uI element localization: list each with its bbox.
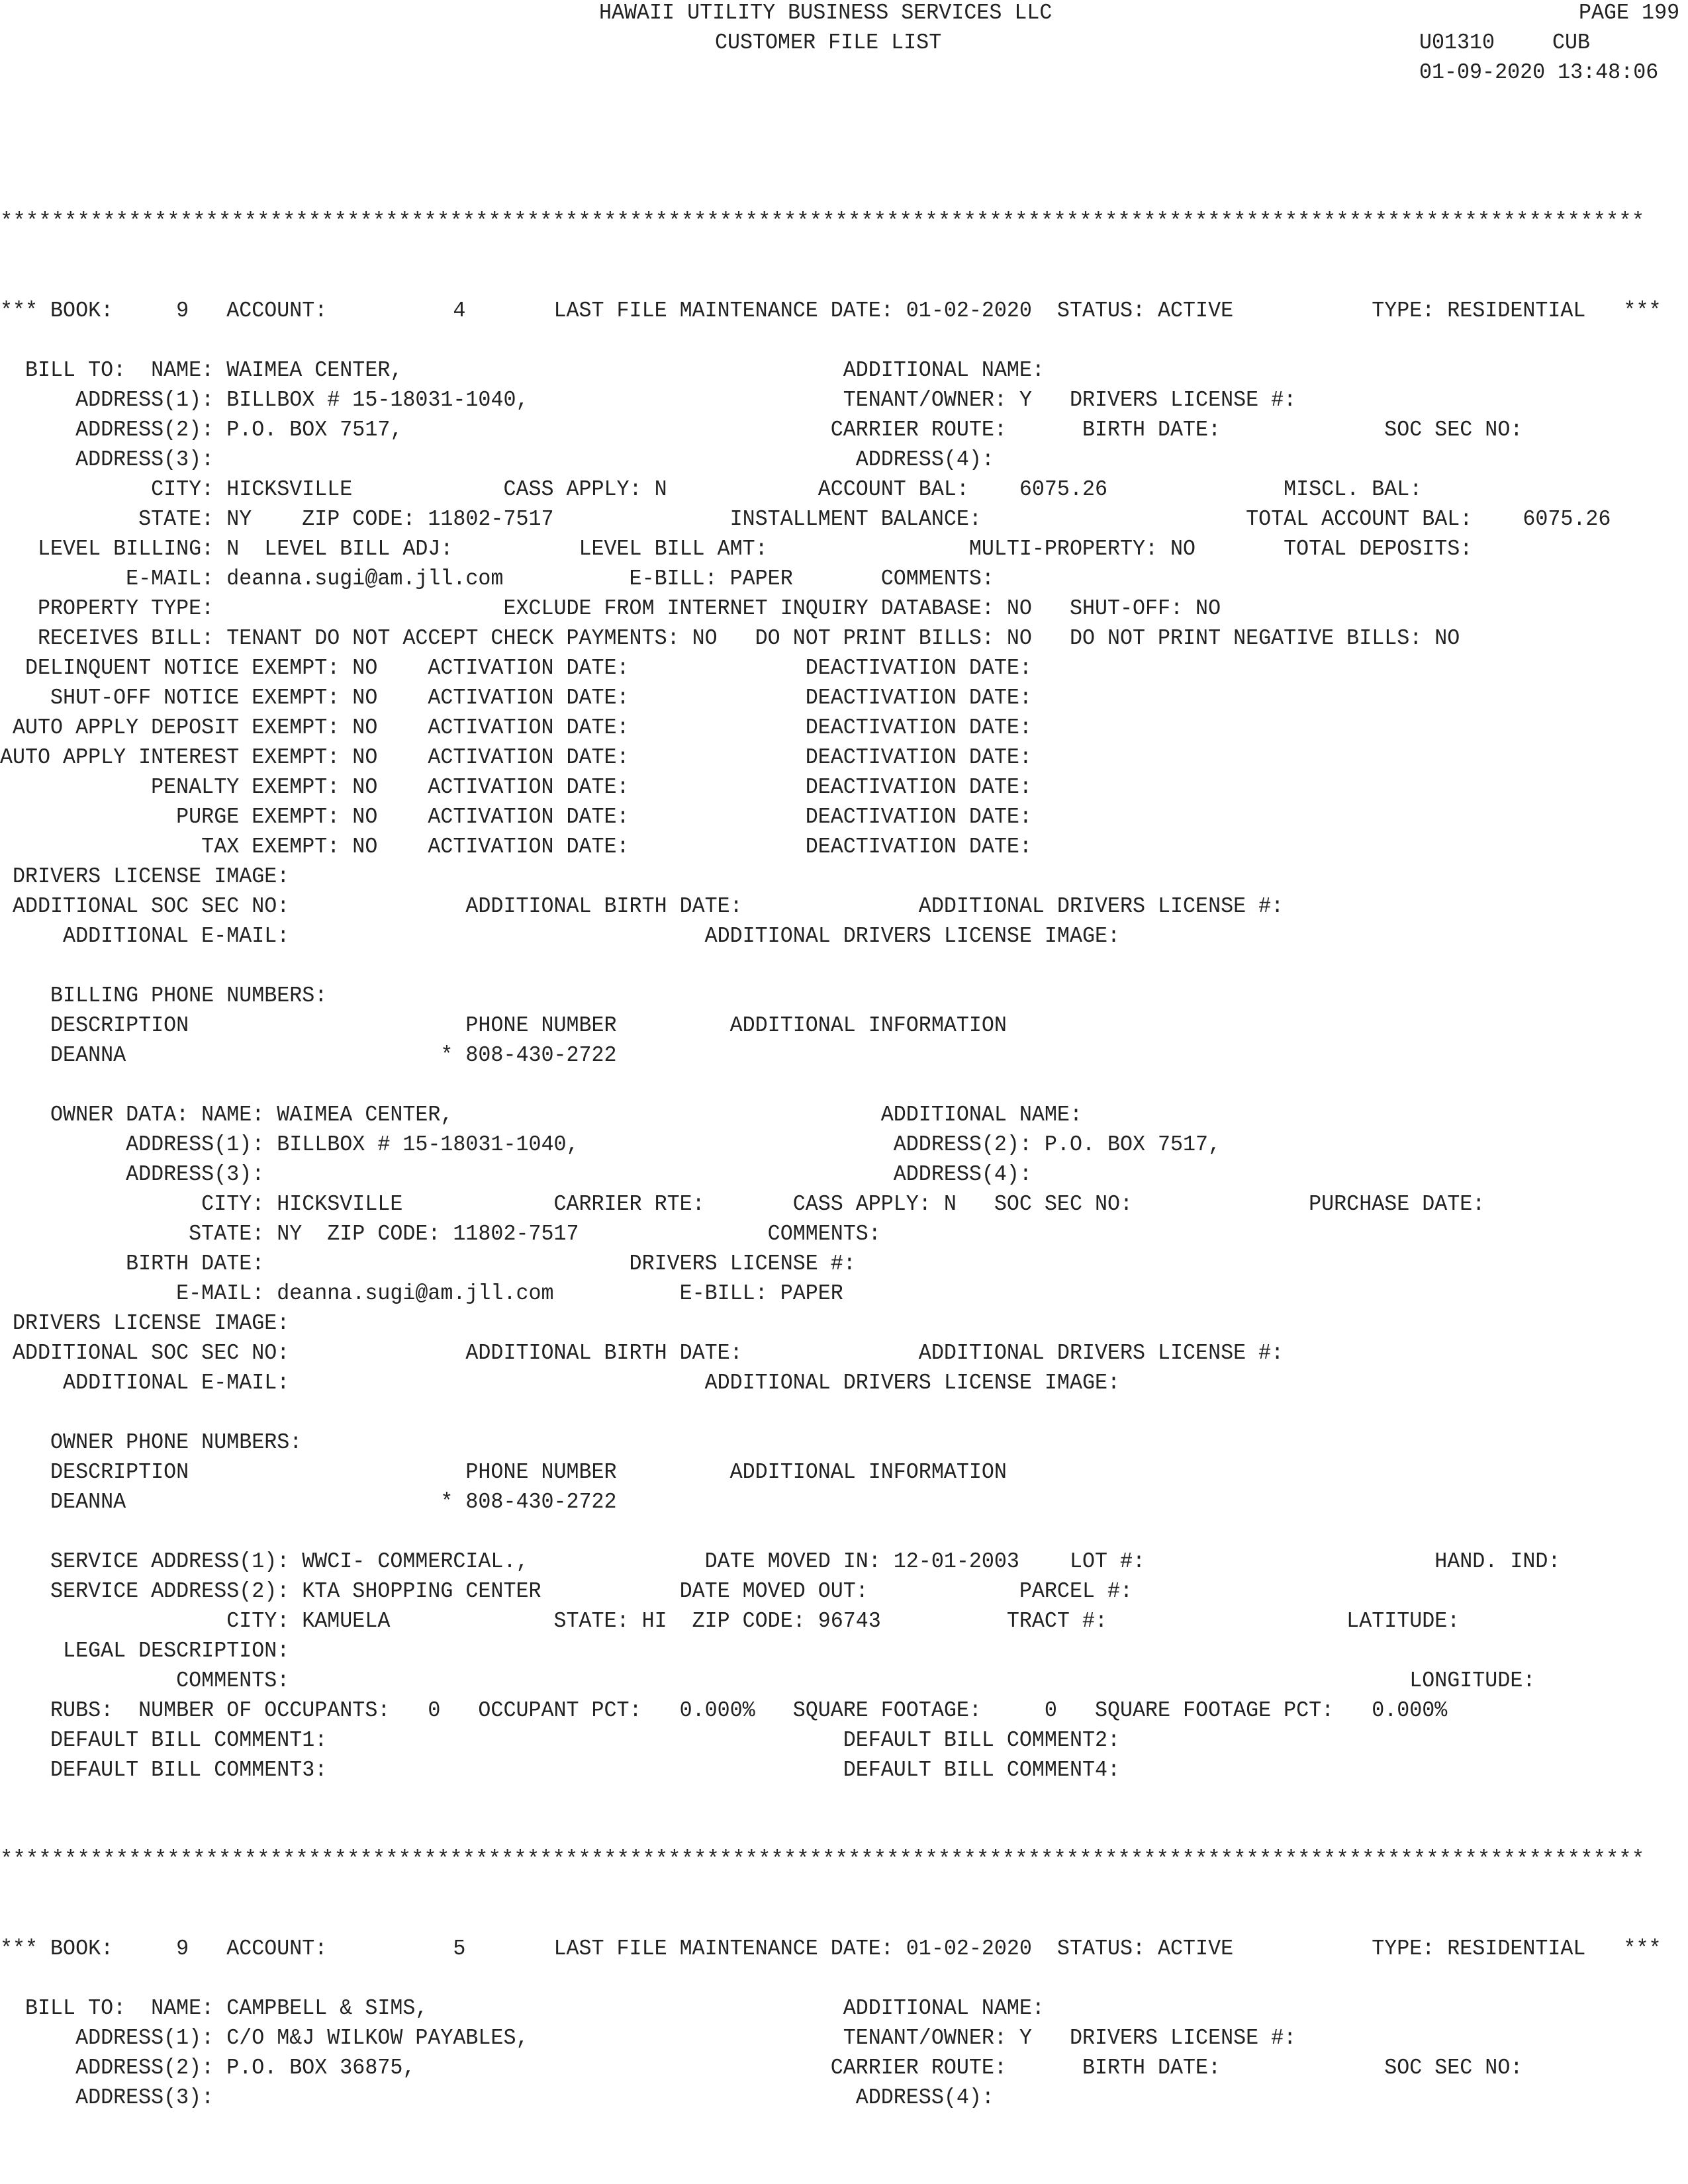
page-number: PAGE 199 <box>1579 1 1680 25</box>
separator-line: ******************************************************************************************************************************** <box>0 209 1645 234</box>
phone-table-header: DESCRIPTION PHONE NUMBER ADDITIONAL INFORMATION <box>0 1013 1007 1038</box>
default-bill-comment-line: DEFAULT BILL COMMENT1: DEFAULT BILL COMMENT2: <box>0 1728 1120 1752</box>
additional-info-line: ADDITIONAL SOC SEC NO: ADDITIONAL BIRTH DATE: ADDITIONAL DRIVERS LICENSE #: <box>0 1341 1284 1365</box>
bill-to-name-line: BILL TO: NAME: WAIMEA CENTER, ADDITIONAL NAME: <box>0 358 1045 383</box>
drivers-license-image-line: DRIVERS LICENSE IMAGE: <box>0 1311 290 1336</box>
receives-bill-line: RECEIVES BILL: TENANT DO NOT ACCEPT CHECK PAYMENTS: NO DO NOT PRINT BILLS: NO DO NOT PRINT NEGATIVE BILLS: NO <box>0 626 1460 651</box>
bill-to-city-line: CITY: HICKSVILLE CASS APPLY: N ACCOUNT BAL: 6075.26 MISCL. BAL: <box>0 477 1423 502</box>
drivers-license-image-line: DRIVERS LICENSE IMAGE: <box>0 864 290 889</box>
owner-state-line: STATE: NY ZIP CODE: 11802-7517 COMMENTS: <box>0 1222 881 1246</box>
separator-line: ******************************************************************************************************************************** <box>0 1847 1645 1872</box>
exempt-line: DELINQUENT NOTICE EXEMPT: NO ACTIVATION DATE: DEACTIVATION DATE: <box>0 656 1032 680</box>
bill-to-address1-line: ADDRESS(1): C/O M&J WILKOW PAYABLES, TENANT/OWNER: Y DRIVERS LICENSE #: <box>0 2026 1297 2050</box>
bill-to-address1-line: ADDRESS(1): BILLBOX # 15-18031-1040, TENANT/OWNER: Y DRIVERS LICENSE #: <box>0 388 1297 412</box>
owner-birth-date-line: BIRTH DATE: DRIVERS LICENSE #: <box>0 1251 856 1276</box>
bill-to-address2-line: ADDRESS(2): P.O. BOX 36875, CARRIER ROUTE: BIRTH DATE: SOC SEC NO: <box>0 2056 1523 2080</box>
billing-phone-heading: BILLING PHONE NUMBERS: <box>0 983 328 1008</box>
exempt-line: AUTO APPLY INTEREST EXEMPT: NO ACTIVATION DATE: DEACTIVATION DATE: <box>0 745 1032 770</box>
bill-to-name-line: BILL TO: NAME: CAMPBELL & SIMS, ADDITIONAL NAME: <box>0 1996 1045 2021</box>
program-code: U01310 <box>1419 30 1495 55</box>
additional-email-line: ADDITIONAL E-MAIL: ADDITIONAL DRIVERS LICENSE IMAGE: <box>0 1371 1120 1395</box>
system-code: CUB <box>1552 30 1591 55</box>
exempt-line: TAX EXEMPT: NO ACTIVATION DATE: DEACTIVATION DATE: <box>0 835 1032 859</box>
account-header-line: *** BOOK: 9 ACCOUNT: 5 LAST FILE MAINTENANCE DATE: 01-02-2020 STATUS: ACTIVE TYPE: RESIDENTIAL *** <box>0 1936 1662 1961</box>
bill-to-address3-line: ADDRESS(3): ADDRESS(4): <box>0 2085 994 2110</box>
owner-address-line: ADDRESS(3): ADDRESS(4): <box>0 1162 1032 1187</box>
owner-address-line: ADDRESS(1): BILLBOX # 15-18031-1040, ADDRESS(2): P.O. BOX 7517, <box>0 1132 1221 1157</box>
owner-email-line: E-MAIL: deanna.sugi@am.jll.com E-BILL: PAPER <box>0 1281 843 1306</box>
bill-to-address3-line: ADDRESS(3): ADDRESS(4): <box>0 447 994 472</box>
additional-info-line: ADDITIONAL SOC SEC NO: ADDITIONAL BIRTH DATE: ADDITIONAL DRIVERS LICENSE #: <box>0 894 1284 919</box>
additional-email-line: ADDITIONAL E-MAIL: ADDITIONAL DRIVERS LICENSE IMAGE: <box>0 924 1120 948</box>
report-title: CUSTOMER FILE LIST <box>715 30 942 55</box>
phone-table-row: DEANNA * 808-430-2722 <box>0 1043 617 1068</box>
service-address1-line: SERVICE ADDRESS(1): WWCI- COMMERCIAL., DATE MOVED IN: 12-01-2003 LOT #: HAND. IND: <box>0 1549 1561 1574</box>
phone-table-header: DESCRIPTION PHONE NUMBER ADDITIONAL INFORMATION <box>0 1460 1007 1484</box>
account-header-line: *** BOOK: 9 ACCOUNT: 4 LAST FILE MAINTENANCE DATE: 01-02-2020 STATUS: ACTIVE TYPE: RESIDENTIAL *** <box>0 298 1662 323</box>
rubs-line: RUBS: NUMBER OF OCCUPANTS: 0 OCCUPANT PCT: 0.000% SQUARE FOOTAGE: 0 SQUARE FOOTAGE PCT: 0.000% <box>0 1698 1448 1723</box>
owner-city-line: CITY: HICKSVILLE CARRIER RTE: CASS APPLY: N SOC SEC NO: PURCHASE DATE: <box>0 1192 1485 1216</box>
default-bill-comment-line: DEFAULT BILL COMMENT3: DEFAULT BILL COMMENT4: <box>0 1758 1120 1782</box>
property-type-line: PROPERTY TYPE: EXCLUDE FROM INTERNET INQUIRY DATABASE: NO SHUT-OFF: NO <box>0 596 1221 621</box>
exempt-line: AUTO APPLY DEPOSIT EXEMPT: NO ACTIVATION DATE: DEACTIVATION DATE: <box>0 715 1032 740</box>
level-billing-line: LEVEL BILLING: N LEVEL BILL ADJ: LEVEL BILL AMT: MULTI-PROPERTY: NO TOTAL DEPOSITS: <box>0 537 1473 561</box>
bill-to-state-line: STATE: NY ZIP CODE: 11802-7517 INSTALLMENT BALANCE: TOTAL ACCOUNT BAL: 6075.26 <box>0 507 1611 531</box>
legal-description-line: LEGAL DESCRIPTION: <box>0 1639 290 1663</box>
service-comments-line: COMMENTS: LONGITUDE: <box>0 1668 1536 1693</box>
report-datetime: 01-09-2020 13:48:06 <box>1419 60 1659 85</box>
service-address2-line: SERVICE ADDRESS(2): KTA SHOPPING CENTER DATE MOVED OUT: PARCEL #: <box>0 1579 1133 1604</box>
owner-phone-heading: OWNER PHONE NUMBERS: <box>0 1430 303 1455</box>
service-city-line: CITY: KAMUELA STATE: HI ZIP CODE: 96743 TRACT #: LATITUDE: <box>0 1609 1460 1633</box>
exempt-line: PENALTY EXEMPT: NO ACTIVATION DATE: DEACTIVATION DATE: <box>0 775 1032 799</box>
exempt-line: SHUT-OFF NOTICE EXEMPT: NO ACTIVATION DATE: DEACTIVATION DATE: <box>0 686 1032 710</box>
company-name: HAWAII UTILITY BUSINESS SERVICES LLC <box>599 1 1053 25</box>
email-line: E-MAIL: deanna.sugi@am.jll.com E-BILL: PAPER COMMENTS: <box>0 567 994 591</box>
phone-table-row: DEANNA * 808-430-2722 <box>0 1490 617 1514</box>
owner-name-line: OWNER DATA: NAME: WAIMEA CENTER, ADDITIONAL NAME: <box>0 1103 1082 1127</box>
exempt-line: PURGE EXEMPT: NO ACTIVATION DATE: DEACTIVATION DATE: <box>0 805 1032 829</box>
bill-to-address2-line: ADDRESS(2): P.O. BOX 7517, CARRIER ROUTE: BIRTH DATE: SOC SEC NO: <box>0 418 1523 442</box>
